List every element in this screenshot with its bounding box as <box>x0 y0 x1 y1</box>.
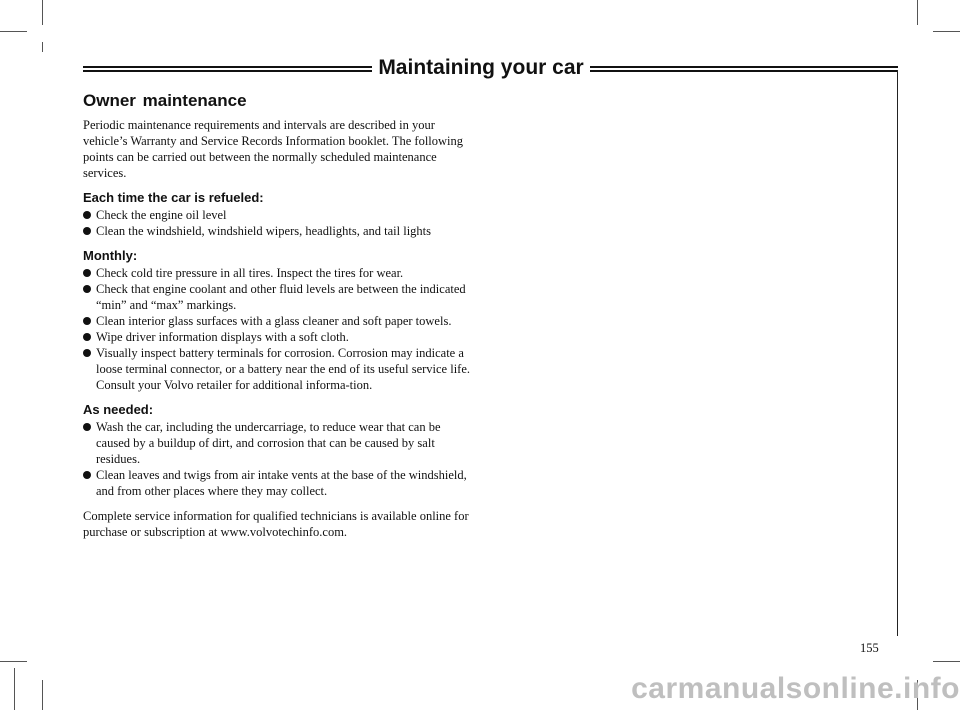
intro-paragraph: Periodic maintenance requirements and intervals are described in your vehicle’s Warranty and Service Records Information booklet. The following points can be carried out between the normally scheduled maintenance services. <box>83 118 464 180</box>
header-rule-right <box>590 66 898 72</box>
list-item: Wash the car, including the undercarriage, to reduce wear that can be caused by a buildup of dirt, and corrosion that can be caused by salt residues. <box>83 419 473 467</box>
list-item: Check cold tire pressure in all tires. Inspect the tires for wear. <box>83 265 473 281</box>
section-title: Owner maintenance <box>83 91 247 110</box>
watermark: carmanualsonline.info <box>631 672 960 705</box>
list-item: Check that engine coolant and other fluid levels are between the indicated “min” and “max” markings. <box>83 281 473 313</box>
monthly-list <box>83 265 473 393</box>
as-needed-list <box>83 419 473 499</box>
bullet-icon <box>83 269 91 277</box>
bullet-icon <box>83 285 91 293</box>
bullet-icon <box>83 317 91 325</box>
closing-paragraph: Complete service information for qualified technicians is available online for purchase or subscription at www.volvotechinfo.com. <box>83 509 469 539</box>
list-item: Check the engine oil level <box>83 207 473 223</box>
page-number: 155 <box>860 641 879 655</box>
header-rule-left <box>83 66 372 72</box>
list-item: Visually inspect battery terminals for corrosion. Corrosion may indicate a loose terminal connector, or a battery near the end of its useful service life. Consult your Volvo retailer for additional informa-tion. <box>83 345 473 393</box>
refuel-heading: Each time the car is refueled: <box>83 190 264 205</box>
crop-mark <box>933 31 960 32</box>
crop-mark <box>14 668 15 710</box>
list-item: Clean leaves and twigs from air intake vents at the base of the windshield, and from other places where they may collect. <box>83 467 473 499</box>
bullet-icon <box>83 227 91 235</box>
bullet-icon <box>83 333 91 341</box>
refuel-list <box>83 207 473 239</box>
list-item: Clean the windshield, windshield wipers, headlights, and tail lights <box>83 223 473 239</box>
monthly-group <box>83 248 473 393</box>
crop-mark <box>42 680 43 710</box>
crop-mark <box>42 0 43 25</box>
bullet-icon <box>83 423 91 431</box>
bullet-icon <box>83 471 91 479</box>
crop-mark <box>42 42 43 52</box>
crop-mark <box>917 0 918 25</box>
list-item: Clean interior glass surfaces with a glass cleaner and soft paper towels. <box>83 313 473 329</box>
bullet-icon <box>83 349 91 357</box>
page-content <box>83 90 473 540</box>
as-needed-group <box>83 402 473 499</box>
crop-mark <box>0 31 27 32</box>
crop-mark <box>0 661 27 662</box>
refuel-group <box>83 190 473 239</box>
page-margin-rule <box>897 70 898 636</box>
as-needed-heading: As needed: <box>83 402 154 417</box>
crop-mark <box>933 661 960 662</box>
monthly-heading: Monthly: <box>83 248 138 263</box>
page-header-title: Maintaining your car <box>378 56 584 79</box>
list-item: Wipe driver information displays with a soft cloth. <box>83 329 473 345</box>
bullet-icon <box>83 211 91 219</box>
